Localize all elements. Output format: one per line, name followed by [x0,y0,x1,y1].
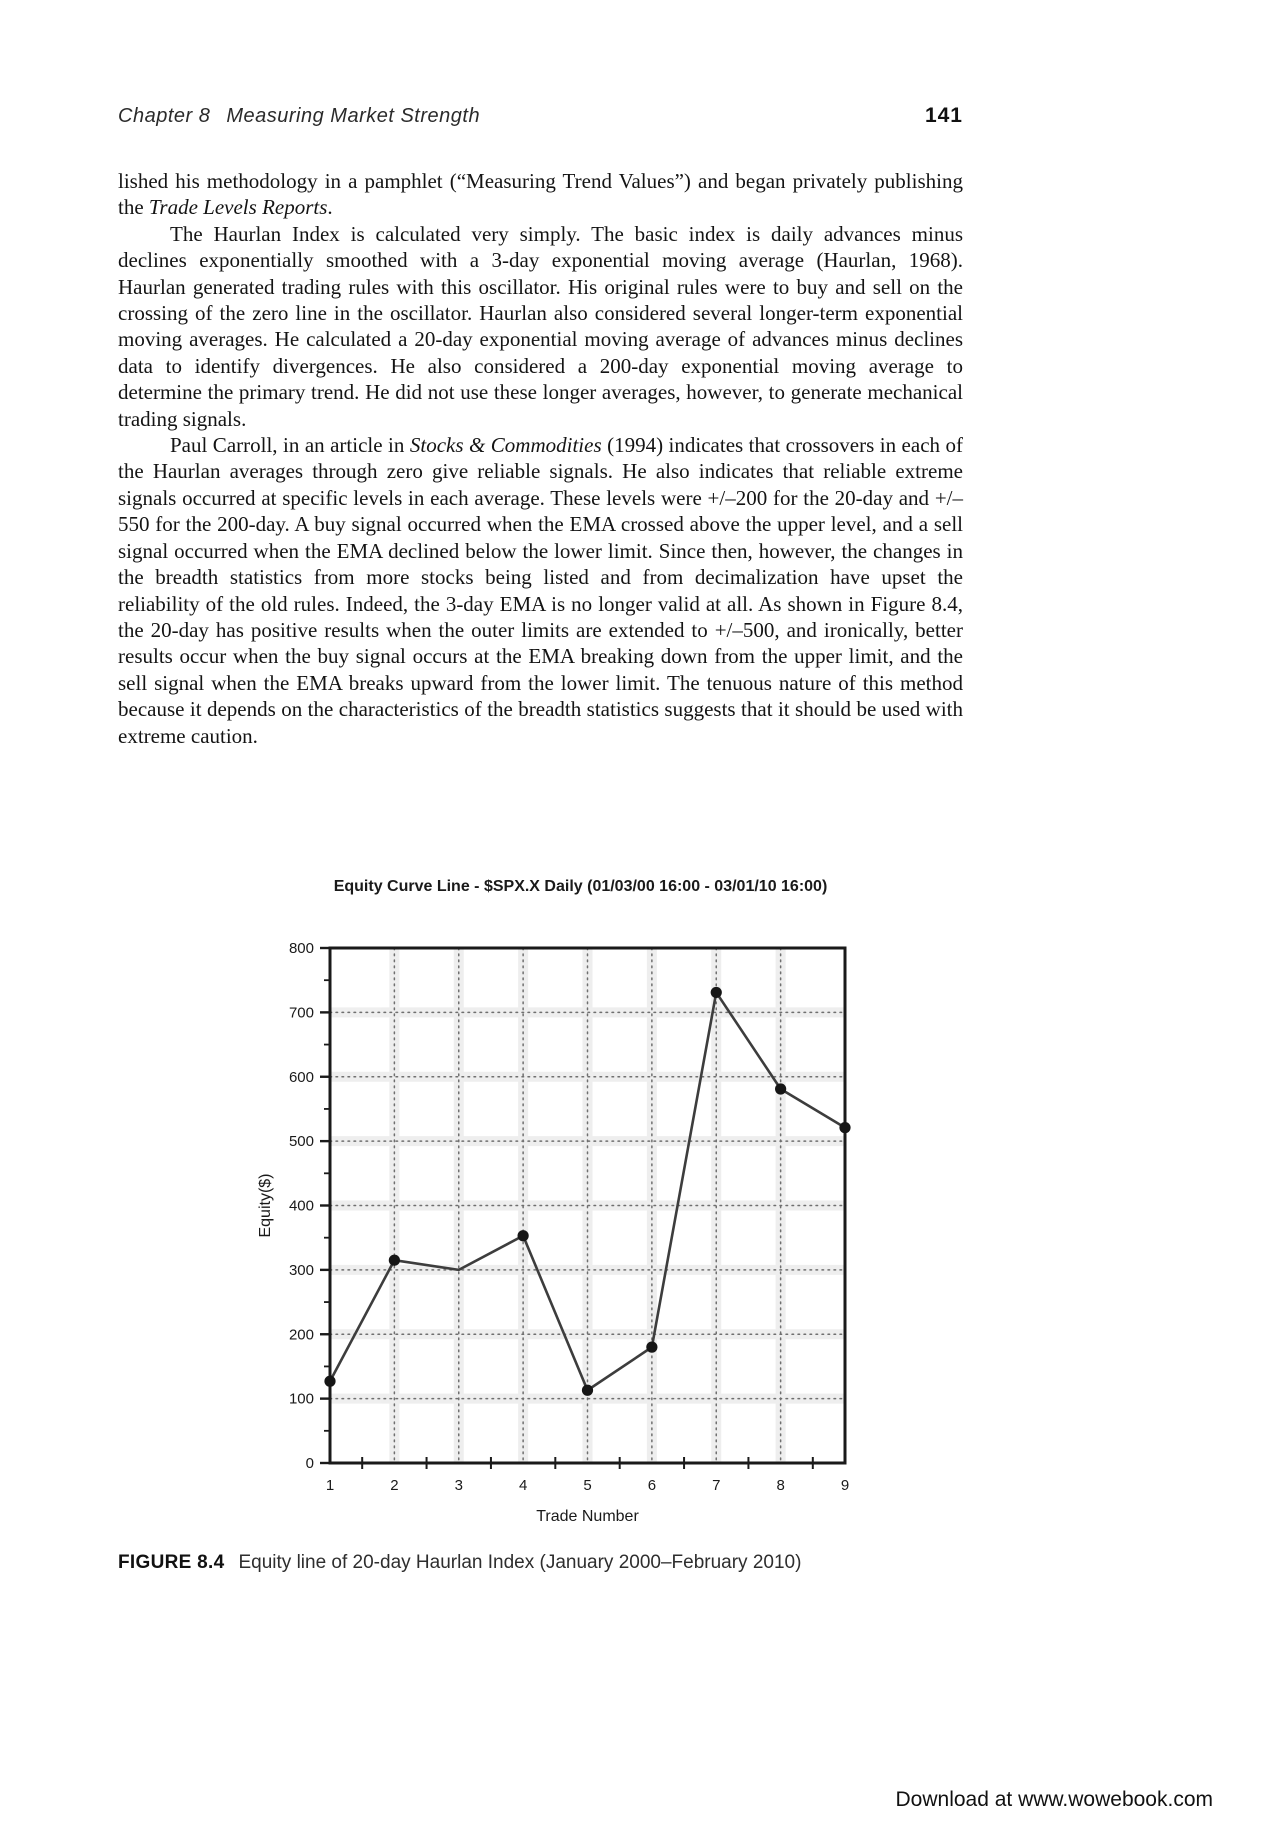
data-point-marker [711,987,722,998]
paragraph [118,168,963,221]
x-tick-labels [326,1477,849,1494]
svg-text:200: 200 [288,1326,314,1344]
body-text [118,168,963,749]
svg-text:7: 7 [712,1477,721,1494]
svg-text:8: 8 [776,1477,785,1494]
italic-text: Stocks & Commodities [409,433,602,458]
text-run: (1994) indicates that crossovers in each of the Haurlan averages through zero give reliable signals. He also indicates that reliable extreme signals occurred at specific levels in each average. These levels were +/–200 for the 20-day and +/–550 for the 200-day. A buy signal occurred when the EMA crossed above the upper level, and a sell signal occurred when the EMA declined below the lower limit. Since then, however, the changes in the breadth statistics from more stocks being listed and from decimalization have upset the reliability of the old rules. Indeed, the 3-day EMA is no longer valid at all. As shown in Figure 8.4, the 20-day has positive results when the outer limits are extended to +/–500, and ironically, better results occur when the buy signal occurs at the EMA breaking down from the upper limit, and the sell signal when the EMA breaks upward from the lower limit. The tenuous nature of this method because it depends on the characteristics of the breadth statistics suggests that it should be used with extreme caution. [118,433,963,748]
paragraph [118,221,963,432]
italic-text: Trade Levels Reports [148,195,328,220]
text-run: The Haurlan Index is calculated very simply. The basic index is daily advances minus declines exponentially smoothed with a 3-day exponential moving average (Haurlan, 1968). Haurlan generated trading rules with this oscillator. His original rules were to buy and sell on the crossing of the zero line in the oscillator. Haurlan also considered several longer-term exponential moving averages. He calculated a 20-day exponential moving average of advances minus declines data to identify divergences. He also considered a 200-day exponential moving average to determine the primary trend. He did not use these longer averages, however, to generate mechanical trading signals. [118,221,963,431]
download-watermark: Download at www.wowebook.com [895,1788,1213,1811]
svg-text:4: 4 [518,1477,528,1494]
paragraph [118,432,963,749]
data-point-marker [582,1385,593,1396]
svg-text:800: 800 [288,940,314,957]
y-axis-label: Equity($) [257,1173,274,1238]
data-point-marker [775,1083,786,1094]
data-point-marker [389,1255,400,1266]
svg-text:6: 6 [647,1477,657,1494]
chart-title: Equity Curve Line - $SPX.X Daily (01/03/00 16:00 - 03/01/10 16:00) [333,878,828,895]
data-point-marker [324,1376,335,1387]
data-point-marker [518,1230,529,1241]
figure-8-4-chart [230,855,1030,1555]
data-point-marker [646,1342,657,1353]
svg-text:2: 2 [390,1477,399,1494]
chapter-title: Measuring Market Strength [226,105,481,127]
text-run: . [327,195,333,220]
figure-caption [118,1552,1018,1574]
page-number: 141 [924,104,963,127]
chapter-heading [118,105,480,128]
svg-text:700: 700 [288,1004,314,1022]
x-axis-label: Trade Number [536,1508,639,1525]
figure-caption-text: Equity line of 20-day Haurlan Index (January 2000–February 2010) [238,1552,802,1573]
svg-text:1: 1 [325,1477,335,1494]
y-tick-labels [289,940,314,1472]
svg-text:100: 100 [288,1390,314,1408]
svg-text:400: 400 [288,1197,314,1215]
text-run: lished his methodology in a pamphlet (“Measuring Trend Values”) and began privately publishing the [118,169,963,220]
running-head [118,104,963,128]
svg-text:300: 300 [288,1261,314,1279]
svg-text:500: 500 [288,1133,314,1151]
svg-text:3: 3 [454,1477,463,1494]
text-run: Paul Carroll, in an article in [170,433,410,458]
data-point-marker [839,1122,850,1133]
svg-text:600: 600 [288,1068,314,1086]
svg-text:0: 0 [305,1455,314,1472]
figure-caption-label: FIGURE 8.4 [118,1552,225,1573]
svg-text:5: 5 [583,1477,592,1494]
svg-text:9: 9 [840,1477,850,1494]
chapter-label: Chapter 8 [118,105,211,127]
equity-chart-svg [230,855,1030,1555]
